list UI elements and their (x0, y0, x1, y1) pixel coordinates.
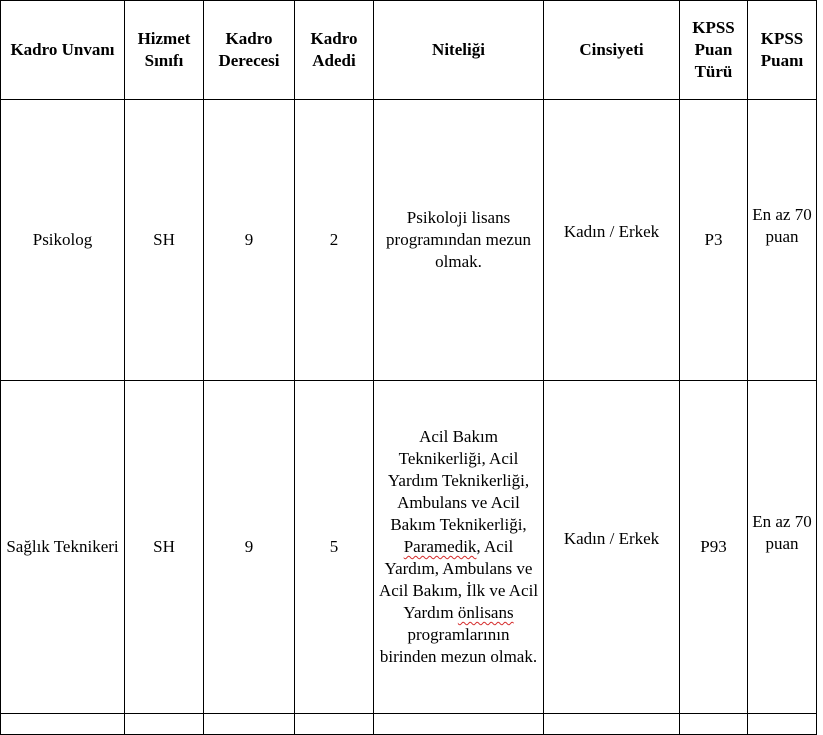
header-row (1, 1, 817, 100)
cell-puan (748, 100, 817, 381)
cell-puan (748, 381, 817, 714)
nitelik-text-part1: Acil Bakım Teknikerliği, Acil Yardım Teknikerliği, Ambulans ve Acil Bakım Teknikerliği, (387, 427, 530, 534)
cell-puan-turu: P93 (680, 381, 748, 714)
header-niteligi: Niteliği (374, 1, 544, 100)
header-kadro-unvani: Kadro Unvanı (1, 1, 125, 100)
nitelik-text-part2: , Acil Yardım, Ambulans ve Acil Bakım, İlk ve Acil Yardım (378, 537, 539, 622)
spellcheck-word-onlisans: önlisans (457, 603, 514, 622)
header-kpss-puani: KPSS Puanı (748, 1, 817, 100)
puan-text: En az 70 puan (752, 205, 812, 246)
header-cinsiyeti: Cinsiyeti (544, 1, 680, 100)
spellcheck-word-paramedik: Paramedik (403, 537, 477, 556)
header-kpss-puan-turu: KPSS Puan Türü (680, 1, 748, 100)
header-kadro-adedi: Kadro Adedi (295, 1, 374, 100)
cell-derece: 9 (204, 381, 295, 714)
nitelik-text: Psikoloji lisans programından mezun olmak. (386, 208, 531, 271)
table-row (1, 100, 817, 381)
cell-adet: 2 (295, 100, 374, 381)
table-row-partial (1, 714, 817, 735)
header-hizmet-sinifi: Hizmet Sınıfı (125, 1, 204, 100)
cell-cinsiyet (544, 100, 680, 381)
nitelik-text-part3: programlarının birinden mezun olmak. (379, 625, 538, 666)
cell-nitelik (374, 381, 544, 714)
cell-unvan: Sağlık Teknikeri (1, 381, 125, 714)
cinsiyet-text: Kadın / Erkek (563, 222, 660, 241)
cell-sinif: SH (125, 100, 204, 381)
puan-text: En az 70 puan (752, 512, 812, 553)
cell-nitelik (374, 100, 544, 381)
cell-cinsiyet (544, 381, 680, 714)
table-row (1, 381, 817, 714)
cell-adet: 5 (295, 381, 374, 714)
cell-sinif: SH (125, 381, 204, 714)
cell-puan-turu: P3 (680, 100, 748, 381)
cinsiyet-text: Kadın / Erkek (563, 529, 660, 548)
cell-unvan: Psikolog (1, 100, 125, 381)
cell-derece: 9 (204, 100, 295, 381)
header-kadro-derecesi: Kadro Derecesi (204, 1, 295, 100)
